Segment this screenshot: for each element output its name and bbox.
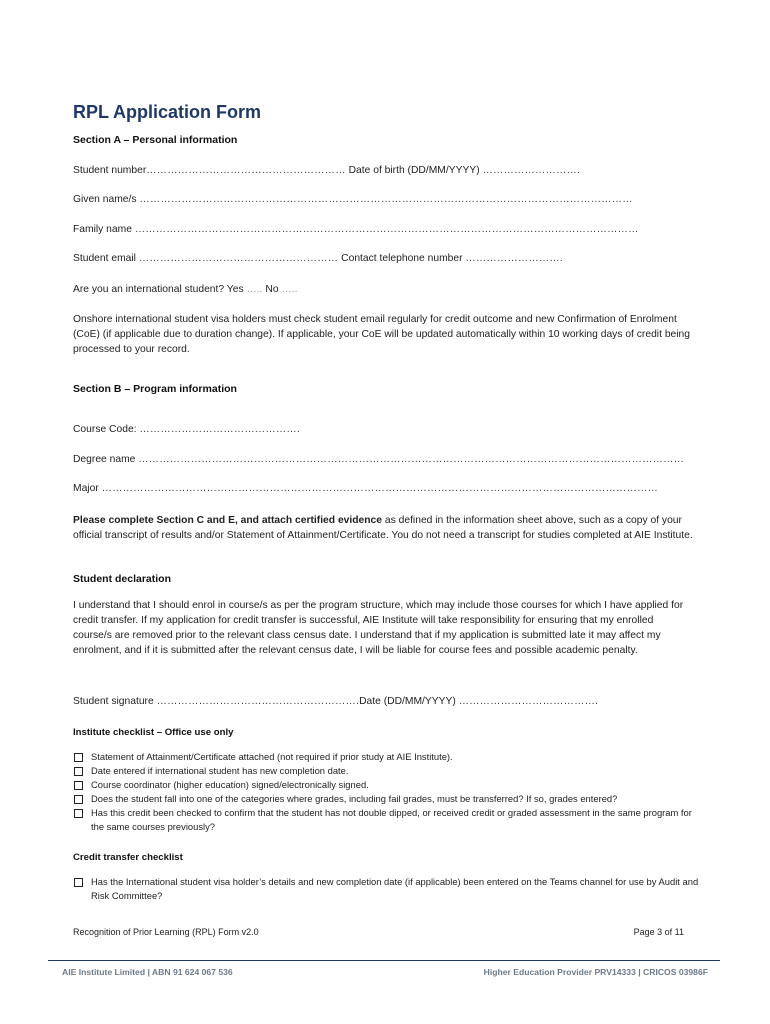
- student-number-field[interactable]: …………………………………………………: [146, 165, 346, 176]
- international-question: Are you an international student? Yes: [73, 284, 244, 295]
- family-name-field[interactable]: ………………………………………………………………………………………………………………………………: [134, 224, 639, 235]
- page-number: Page 3 of 11: [633, 927, 684, 937]
- onshore-note: Onshore international student visa holders must check student email regularly for credit outcome and new Confirmation of Enrolment (CoE) (if applicable due to duration change). If applicable, your CoE will be updated automatically within 10 working days of credit being processed to your record.: [73, 314, 691, 355]
- instructions-bold: Please complete Section C and E, and attach certified evidence: [73, 515, 383, 526]
- international-row: [73, 284, 297, 295]
- checklist-item: Course coordinator (higher education) signed/electronically signed.: [73, 778, 703, 792]
- form-version: Recognition of Prior Learning (RPL) Form v2.0: [73, 927, 259, 937]
- email-label: Student email: [73, 253, 136, 264]
- checklist-item: Date entered if international student has new completion date.: [73, 764, 703, 778]
- footer-company: AIE Institute Limited | ABN 91 624 067 536: [62, 967, 233, 977]
- major-field[interactable]: ……………………………………………………………………………………………………………………………………………: [101, 483, 658, 494]
- footer-provider: Higher Education Provider PRV14333 | CRICOS 03986F: [483, 967, 708, 977]
- given-names-field[interactable]: ……………………………………………………………………………………………………………………………: [139, 194, 633, 205]
- phone-field[interactable]: ……………………….: [465, 253, 563, 264]
- course-code-field[interactable]: ……………………………………….: [139, 424, 300, 435]
- email-field[interactable]: …………………………………………………: [138, 253, 339, 264]
- given-names-row: [73, 194, 633, 205]
- signature-row: [73, 696, 598, 707]
- credit-checklist: [73, 875, 703, 903]
- declaration-text: I understand that I should enrol in course/s as per the program structure, which may include those courses for which I have applied for credit transfer. If my application for credit transfer is successful, AIE Institute will take responsibility for ensuring that my enrolled course/s are removed prior to the relevant class census date. I understand that if my application is submitted late it may affect my enrolment, and if it is submitted after the relevant census date, I will be liable for course fees and possible academic penalty.: [73, 600, 684, 656]
- instructions-rest: as defined in the information sheet above, such as a copy of your official transcript of results and/or Statement of Attainment/Certificate. You do not need a transcript for studies completed at AIE Institute.: [73, 515, 693, 541]
- signature-date-field[interactable]: ………………………………….: [458, 696, 599, 707]
- no-field[interactable]: …..: [281, 284, 298, 295]
- degree-label: Degree name: [73, 454, 136, 465]
- dob-field[interactable]: ……………………….: [482, 165, 581, 176]
- checkbox[interactable]: [74, 767, 83, 776]
- signature-field[interactable]: ………………………………………………….: [156, 696, 360, 707]
- checkbox[interactable]: [74, 753, 83, 762]
- declaration-heading: Student declaration: [73, 573, 172, 585]
- dob-label: Date of birth (DD/MM/YYYY): [348, 165, 480, 176]
- no-label: No: [265, 284, 279, 295]
- checklist-item: Statement of Attainment/Certificate attached (not required if prior study at AIE Institute).: [73, 750, 703, 764]
- checkbox[interactable]: [74, 878, 83, 887]
- checklist-item: Does the student fall into one of the categories where grades, including fail grades, must be transferred? If so, grades entered?: [73, 792, 703, 806]
- checkbox[interactable]: [74, 795, 83, 804]
- degree-field[interactable]: …………………………………………………………………………………………………………………………………………: [138, 454, 685, 465]
- given-names-label: Given name/s: [73, 194, 137, 205]
- checklist-item: Has this credit been checked to confirm that the student has not double dipped, or received credit or graded assessment in the same program for the same courses previously?: [73, 806, 703, 834]
- student-number-row: [73, 165, 580, 176]
- institute-checklist-heading: Institute checklist – Office use only: [73, 727, 234, 738]
- checkbox[interactable]: [74, 809, 83, 818]
- email-row: [73, 253, 563, 264]
- family-name-row: [73, 224, 639, 235]
- checkbox[interactable]: [74, 781, 83, 790]
- phone-label: Contact telephone number: [341, 253, 463, 264]
- course-code-label: Course Code:: [73, 424, 137, 435]
- major-label: Major: [73, 483, 99, 494]
- yes-field[interactable]: …..: [246, 284, 263, 295]
- degree-row: [73, 454, 684, 465]
- signature-date-label: Date (DD/MM/YYYY): [359, 696, 456, 707]
- section-b-heading: Section B – Program information: [73, 383, 237, 395]
- family-name-label: Family name: [73, 224, 132, 235]
- credit-checklist-heading: Credit transfer checklist: [73, 852, 183, 863]
- student-number-label: Student number: [73, 165, 147, 176]
- signature-label: Student signature: [73, 696, 154, 707]
- footer-divider: [48, 960, 720, 961]
- instructions-paragraph: [73, 513, 695, 543]
- form-title: RPL Application Form: [73, 102, 262, 122]
- institute-checklist: [73, 750, 703, 834]
- major-row: [73, 483, 658, 494]
- course-code-row: [73, 424, 300, 435]
- section-a-heading: Section A – Personal information: [73, 134, 238, 146]
- checklist-item: Has the International student visa holder’s details and new completion date (if applicable) been entered on the Teams channel for use by Audit and Risk Committee?: [73, 875, 703, 903]
